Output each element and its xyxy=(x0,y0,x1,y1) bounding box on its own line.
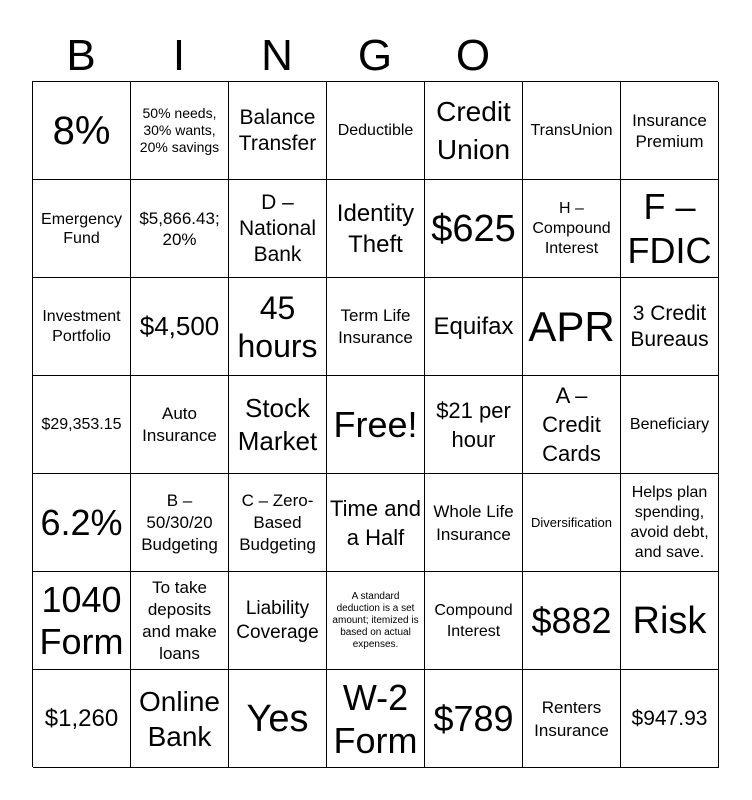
bingo-cell[interactable] xyxy=(425,278,523,376)
bingo-cell[interactable] xyxy=(33,180,131,278)
cell-text: Identity Theft xyxy=(336,199,415,258)
bingo-cell[interactable] xyxy=(131,670,229,768)
bingo-cell[interactable] xyxy=(131,572,229,670)
bingo-cell[interactable] xyxy=(327,670,425,768)
cell-text: $21 per hour xyxy=(436,397,511,452)
cell-text: 8% xyxy=(52,108,111,153)
cell-text: Stock Market xyxy=(237,392,318,456)
cell-text: $1,260 xyxy=(44,704,119,732)
bingo-cell[interactable] xyxy=(33,278,131,376)
bingo-cell[interactable] xyxy=(523,670,621,768)
bingo-cell[interactable] xyxy=(523,376,621,474)
cell-text: C – Zero-Based Budgeting xyxy=(239,490,316,554)
cell-text: Diversification xyxy=(531,514,612,530)
cell-text: F – FDIC xyxy=(627,185,712,271)
bingo-cell[interactable] xyxy=(425,82,523,180)
cell-text: $4,500 xyxy=(139,311,220,341)
cell-text: $625 xyxy=(431,207,516,250)
bingo-cell[interactable] xyxy=(327,572,425,670)
header-letter-n: N xyxy=(261,31,293,80)
cell-text: Helps plan spending, avoid debt, and save. xyxy=(630,483,709,561)
header-letter-b: B xyxy=(66,31,96,80)
cell-text: Insurance Premium xyxy=(632,110,707,151)
cell-text: Yes xyxy=(246,697,309,740)
bingo-cell[interactable] xyxy=(621,670,719,768)
cell-text: Liability Coverage xyxy=(236,597,319,643)
bingo-cell[interactable] xyxy=(621,180,719,278)
cell-text: Renters Insurance xyxy=(534,697,609,740)
cell-text: TransUnion xyxy=(530,122,613,139)
cell-text: Equifax xyxy=(433,312,514,340)
bingo-cell[interactable] xyxy=(327,474,425,572)
cell-text: $5,866.43; 20% xyxy=(139,208,220,249)
cell-text: 3 Credit Bureaus xyxy=(630,301,709,351)
bingo-cell[interactable] xyxy=(131,180,229,278)
cell-text: $882 xyxy=(531,599,612,641)
header-letter-i: I xyxy=(172,31,186,80)
cell-text: 1040 Form xyxy=(39,578,124,662)
bingo-cell[interactable] xyxy=(33,82,131,180)
cell-text: $947.93 xyxy=(631,706,708,730)
bingo-cell[interactable] xyxy=(327,278,425,376)
cell-text: Credit Union xyxy=(436,95,511,165)
bingo-cell[interactable] xyxy=(131,474,229,572)
bingo-cell[interactable] xyxy=(425,180,523,278)
cell-text: Compound Interest xyxy=(434,601,513,640)
bingo-board xyxy=(32,81,718,767)
bingo-cell[interactable] xyxy=(33,474,131,572)
bingo-cell[interactable] xyxy=(131,376,229,474)
bingo-cell[interactable] xyxy=(229,180,327,278)
cell-text: Balance Transfer xyxy=(238,105,317,155)
cell-text: $789 xyxy=(433,697,514,739)
bingo-cell[interactable] xyxy=(621,474,719,572)
bingo-cell[interactable] xyxy=(327,82,425,180)
cell-text: A – Credit Cards xyxy=(542,383,601,466)
cell-text: H – Compound Interest xyxy=(532,199,611,257)
cell-text: 45 hours xyxy=(237,289,318,364)
cell-text: D – National Bank xyxy=(238,190,317,266)
cell-text: W-2 Form xyxy=(333,676,418,761)
cell-text: Beneficiary xyxy=(629,416,710,433)
cell-text: Whole Life Insurance xyxy=(433,501,514,544)
bingo-header xyxy=(32,30,718,82)
bingo-cell[interactable] xyxy=(621,82,719,180)
bingo-cell[interactable] xyxy=(621,278,719,376)
bingo-cell[interactable] xyxy=(425,572,523,670)
bingo-cell[interactable] xyxy=(229,376,327,474)
cell-text: Time and a Half xyxy=(330,495,421,550)
cell-text: 6.2% xyxy=(40,501,123,543)
bingo-cell[interactable] xyxy=(327,180,425,278)
cell-text: B – 50/30/20 Budgeting xyxy=(141,490,218,554)
bingo-cell[interactable] xyxy=(229,670,327,768)
cell-text: A standard deduction is a set amount; itemized is based on actual expenses. xyxy=(332,590,419,650)
cell-text: $29,353.15 xyxy=(41,416,122,433)
cell-text: 50% needs, 30% wants, 20% savings xyxy=(139,105,220,155)
bingo-cell[interactable] xyxy=(425,670,523,768)
bingo-cell[interactable] xyxy=(327,376,425,474)
cell-text: Online Bank xyxy=(139,685,220,752)
cell-text: Deductible xyxy=(337,122,414,139)
bingo-cell[interactable] xyxy=(621,572,719,670)
header-letter-g: G xyxy=(357,31,393,80)
bingo-cell[interactable] xyxy=(425,474,523,572)
bingo-cell[interactable] xyxy=(33,572,131,670)
cell-text: Risk xyxy=(632,599,707,642)
bingo-cell[interactable] xyxy=(229,278,327,376)
bingo-cell[interactable] xyxy=(229,82,327,180)
cell-text: Investment Portfolio xyxy=(42,307,121,345)
bingo-cell[interactable] xyxy=(33,376,131,474)
cell-text: Emergency Fund xyxy=(41,210,122,247)
bingo-cell[interactable] xyxy=(523,82,621,180)
bingo-cell[interactable] xyxy=(229,474,327,572)
bingo-cell[interactable] xyxy=(523,572,621,670)
bingo-cell[interactable] xyxy=(131,82,229,180)
bingo-cell[interactable] xyxy=(425,376,523,474)
header-letter-o: O xyxy=(455,31,491,80)
bingo-cell[interactable] xyxy=(229,572,327,670)
bingo-cell[interactable] xyxy=(523,474,621,572)
bingo-cell[interactable] xyxy=(523,180,621,278)
cell-text: APR xyxy=(528,302,615,350)
bingo-cell[interactable] xyxy=(131,278,229,376)
cell-text: Free! xyxy=(333,403,418,445)
bingo-cell[interactable] xyxy=(33,670,131,768)
cell-text: To take deposits and make loans xyxy=(142,577,217,663)
cell-text: Auto Insurance xyxy=(142,403,217,445)
bingo-cell[interactable] xyxy=(621,376,719,474)
cell-text: Term Life Insurance xyxy=(338,305,413,347)
bingo-cell[interactable] xyxy=(523,278,621,376)
